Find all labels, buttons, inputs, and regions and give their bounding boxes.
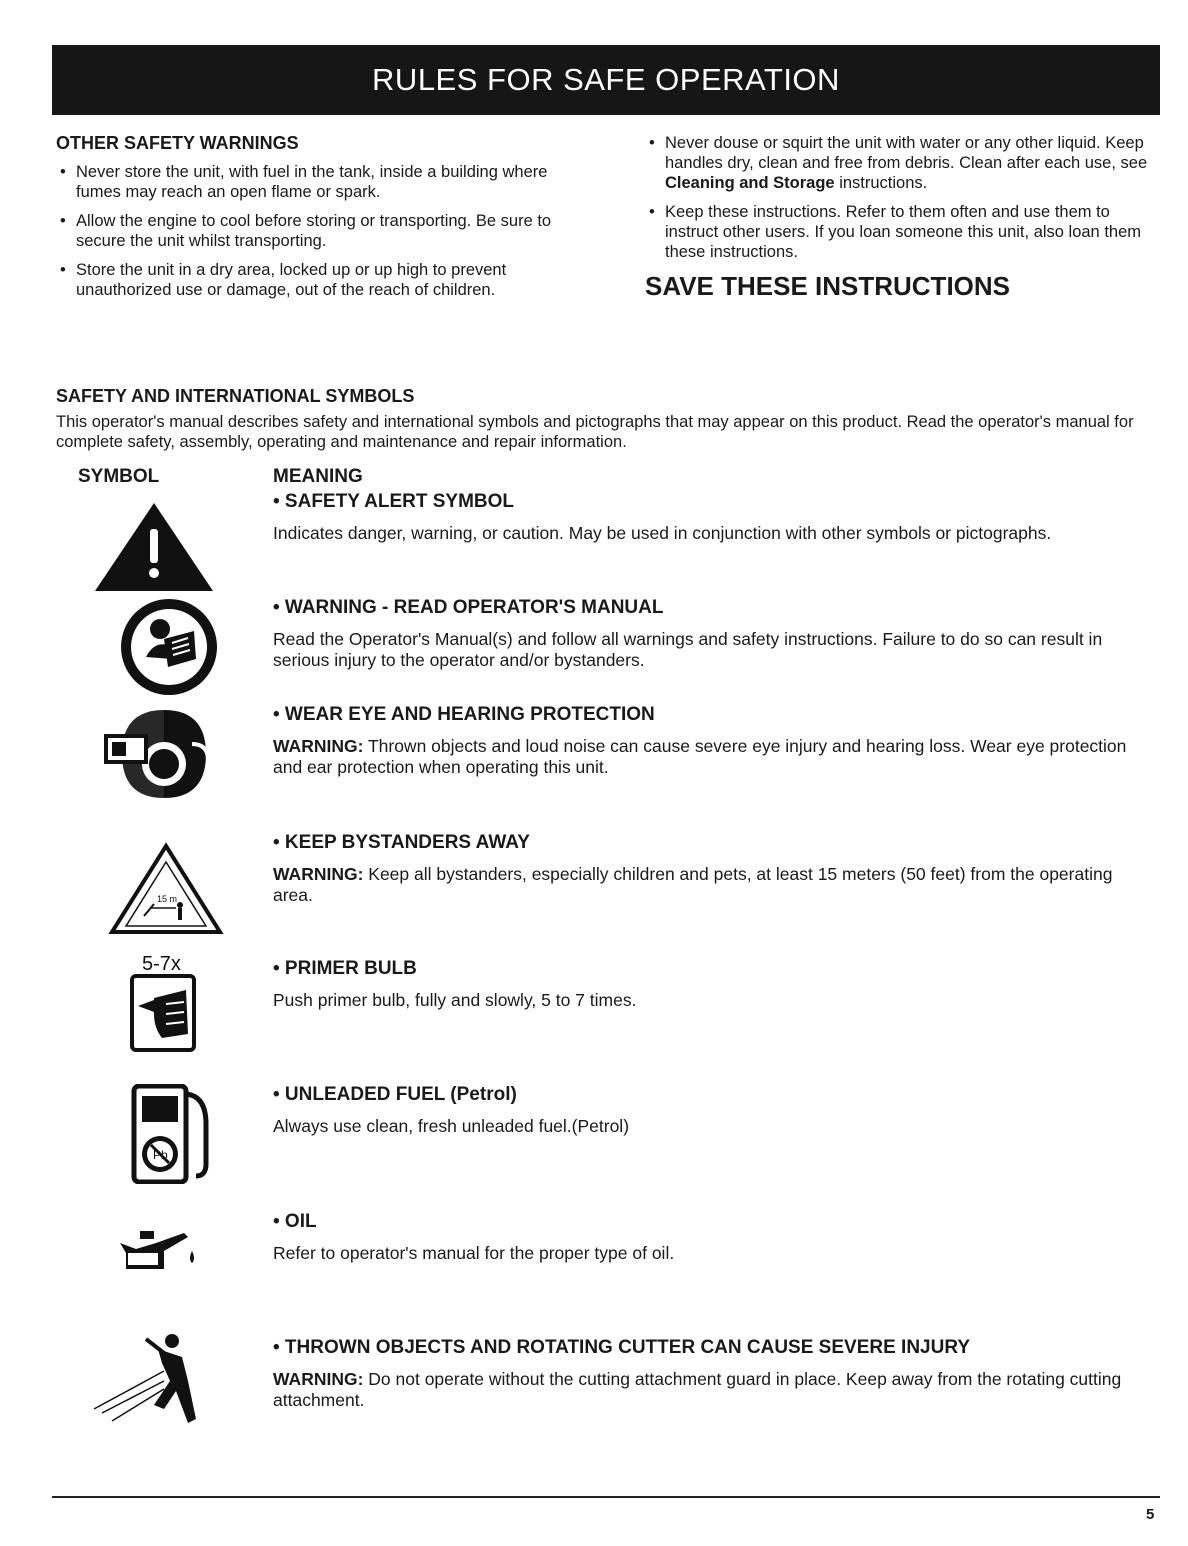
symbol-description: WARNING: Keep all bystanders, especially children and pets, at least 15 meters (50 feet) from the operating area.	[273, 864, 1113, 905]
page-banner	[52, 45, 1160, 115]
bystanders-icon	[84, 842, 224, 942]
footer-divider	[52, 1496, 1160, 1498]
symbol-title: • WARNING - READ OPERATOR'S MANUAL	[273, 597, 664, 618]
symbol-description: Push primer bulb, fully and slowly, 5 to 7 times.	[273, 990, 637, 1010]
symbol-description: Refer to operator's manual for the proper type of oil.	[273, 1243, 675, 1263]
meaning-column-header: MEANING	[273, 466, 363, 487]
eye-ear-protection-icon	[84, 704, 224, 804]
list-item: • Store the unit in a dry area, locked up or up high to prevent unauthorized use or damage, out of the reach of children.	[56, 260, 586, 300]
symbol-title: • WEAR EYE AND HEARING PROTECTION	[273, 704, 655, 725]
list-item: • Keep these instructions. Refer to them often and use them to instruct other users. If you loan someone this unit, also loan them these instructions.	[645, 202, 1155, 262]
lead-label: Pb	[153, 1148, 168, 1162]
page-number: 5	[1146, 1506, 1155, 1523]
list-item: • Allow the engine to cool before storing or transporting. Be sure to secure the unit whilst transporting.	[56, 211, 586, 251]
symbol-title: • THROWN OBJECTS AND ROTATING CUTTER CAN CAUSE SEVERE INJURY	[273, 1337, 971, 1358]
read-manual-icon	[84, 597, 224, 697]
right-column	[645, 133, 1155, 302]
primer-count-label: 5-7x	[142, 953, 181, 975]
save-instructions-heading: SAVE THESE INSTRUCTIONS	[645, 271, 1011, 301]
other-safety-warnings	[56, 133, 586, 309]
symbol-title: • UNLEADED FUEL (Petrol)	[273, 1084, 517, 1105]
symbol-title: • OIL	[273, 1211, 317, 1232]
symbols-intro: This operator's manual describes safety and international symbols and pictographs that may appear on this product. Read the operator's manual for complete safety, assembly, operating and maintenance and repair information.	[56, 413, 1134, 451]
safety-alert-icon	[84, 501, 224, 601]
distance-label: 15 m	[157, 894, 178, 904]
primer-bulb-icon	[84, 952, 224, 1052]
symbol-title: • KEEP BYSTANDERS AWAY	[273, 832, 530, 853]
symbols-section	[56, 386, 1156, 1410]
other-safety-heading: OTHER SAFETY WARNINGS	[56, 133, 299, 153]
list-item: • Never store the unit, with fuel in the tank, inside a building where fumes may reach an open flame or spark.	[56, 162, 586, 202]
symbol-description: Indicates danger, warning, or caution. May be used in conjunction with other symbols or pictographs.	[273, 523, 1052, 543]
symbol-description: Read the Operator's Manual(s) and follow all warnings and safety instructions. Failure to do so can result in serious injury to the operator and/or bystanders.	[273, 629, 1103, 670]
fuel-pump-icon	[84, 1084, 224, 1184]
symbol-description: Always use clean, fresh unleaded fuel.(Petrol)	[273, 1116, 630, 1136]
symbol-title: • SAFETY ALERT SYMBOL	[273, 491, 514, 512]
symbol-column-header: SYMBOL	[78, 466, 160, 487]
oil-can-icon	[84, 1221, 224, 1281]
banner-title: RULES FOR SAFE OPERATION	[372, 62, 840, 97]
list-item: • Never douse or squirt the unit with water or any other liquid. Keep handles dry, clean and free from debris. Clean after each use, see Cleaning and Storage instructions.	[645, 133, 1155, 193]
thrown-objects-icon	[84, 1331, 224, 1431]
symbol-description: WARNING: Thrown objects and loud noise can cause severe eye injury and hearing loss. Wear eye protection and ear protection when operating this unit.	[273, 736, 1127, 777]
symbols-heading: SAFETY AND INTERNATIONAL SYMBOLS	[56, 386, 415, 406]
symbol-description: WARNING: Do not operate without the cutting attachment guard in place. Keep away from the rotating cutting attachment.	[273, 1369, 1122, 1410]
symbol-title: • PRIMER BULB	[273, 958, 417, 979]
